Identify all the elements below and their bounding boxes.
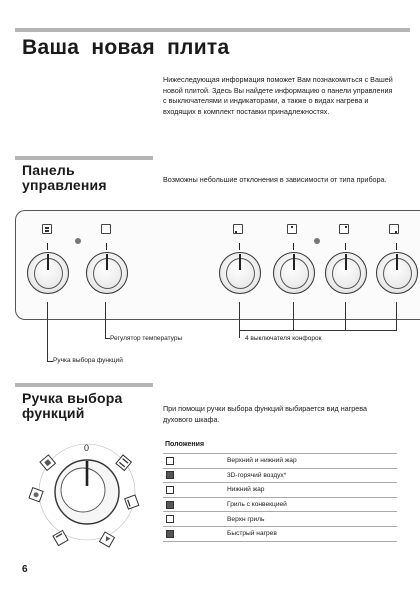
table-row [163,512,397,527]
function-selector-knob[interactable] [27,252,69,294]
positions-table [163,453,397,542]
function-description: При помощи ручки выбора функций выбирается вид нагрева духового шкафа. [163,404,368,424]
table-row [163,526,397,541]
function-dial-illustration [17,442,147,552]
callout-line [239,330,397,331]
knob-tick [345,243,346,250]
dial-symbol-bottom-left-icon [53,531,68,546]
dial-knob-inner [61,468,105,512]
burner-switch-1-knob[interactable] [219,252,261,294]
table-row [163,483,397,498]
position-label: Верхн гриль [225,512,397,527]
burner-switch-4-knob[interactable] [376,252,418,294]
top-bottom-heat-icon [166,457,174,465]
callout-line [47,302,48,362]
position-label: 3D-горячий воздух* [225,468,397,483]
knob-tick [293,243,294,250]
position-label: Быстрый нагрев [225,526,397,541]
intro-paragraph: Нижеследующая информация поможет Вам познакомиться с Вашей новой плитой. Здесь Вы найдете информацию о панели управления с выключателями и индикаторами, а также о видах нагрева и входящих в комплект поставки принадлежностях. [163,75,393,116]
burner-switch-2-knob[interactable] [273,252,315,294]
callout-line [239,302,240,330]
function-section-rule [15,383,153,387]
knob-tick [396,243,397,250]
page-number: 6 [22,564,28,575]
indicator-lamp-left [75,238,81,244]
callout-line [239,330,240,338]
dial-symbol-left-icon [29,488,43,502]
thermometer-icon [101,224,111,234]
indicator-lamp-right [314,238,320,244]
panel-section-rule [15,156,153,160]
knob-tick [47,243,48,250]
position-label: Верхний и нижний жар [225,454,397,469]
burner-rear-left-icon [233,224,243,234]
callout-line [396,302,397,330]
panel-heading: Панель управления [22,162,107,193]
callout-line [345,302,346,330]
control-panel-illustration [15,210,420,320]
function-dial-svg [17,442,147,552]
convection-grill-icon [166,501,174,509]
temperature-regulator-knob[interactable] [86,252,128,294]
panel-note: Возможны небольшие отклонения в зависимости от типа прибора. [163,175,387,184]
callout-line [105,302,106,338]
function-knob-callout: Ручка выбора функций [53,357,123,364]
positions-table-header: Положения [165,441,205,448]
burner-switch-3-knob[interactable] [325,252,367,294]
bottom-heat-icon [166,486,174,494]
table-row [163,497,397,512]
burner-switches-callout: 4 выключателя конфорок [245,335,322,342]
table-row [163,468,397,483]
function-heading: Ручка выбора функций [22,390,123,421]
page-title: Ваша новая плита [22,36,230,59]
hot-air-3d-icon [166,471,174,479]
grill-icon [166,515,174,523]
dial-symbol-right-icon [125,495,139,509]
temperature-regulator-callout: Регулятор температуры [110,335,183,342]
function-symbol-icon [42,224,52,234]
position-label: Гриль с конвекцией [225,497,397,512]
dial-symbol-bottom-right-icon [100,532,115,547]
title-rule [15,28,410,32]
dial-symbol-top-right-icon [116,455,131,470]
callout-line [293,302,294,330]
table-row [163,454,397,469]
knob-tick [239,243,240,250]
knob-tick [106,243,107,250]
burner-front-right-icon [339,224,349,234]
dial-symbol-top-left-icon [40,455,55,470]
rapid-heat-icon [166,530,174,538]
burner-rear-right-icon [389,224,399,234]
dial-zero-label: 0 [84,443,90,453]
burner-front-left-icon [287,224,297,234]
position-label: Нижний жар [225,483,397,498]
